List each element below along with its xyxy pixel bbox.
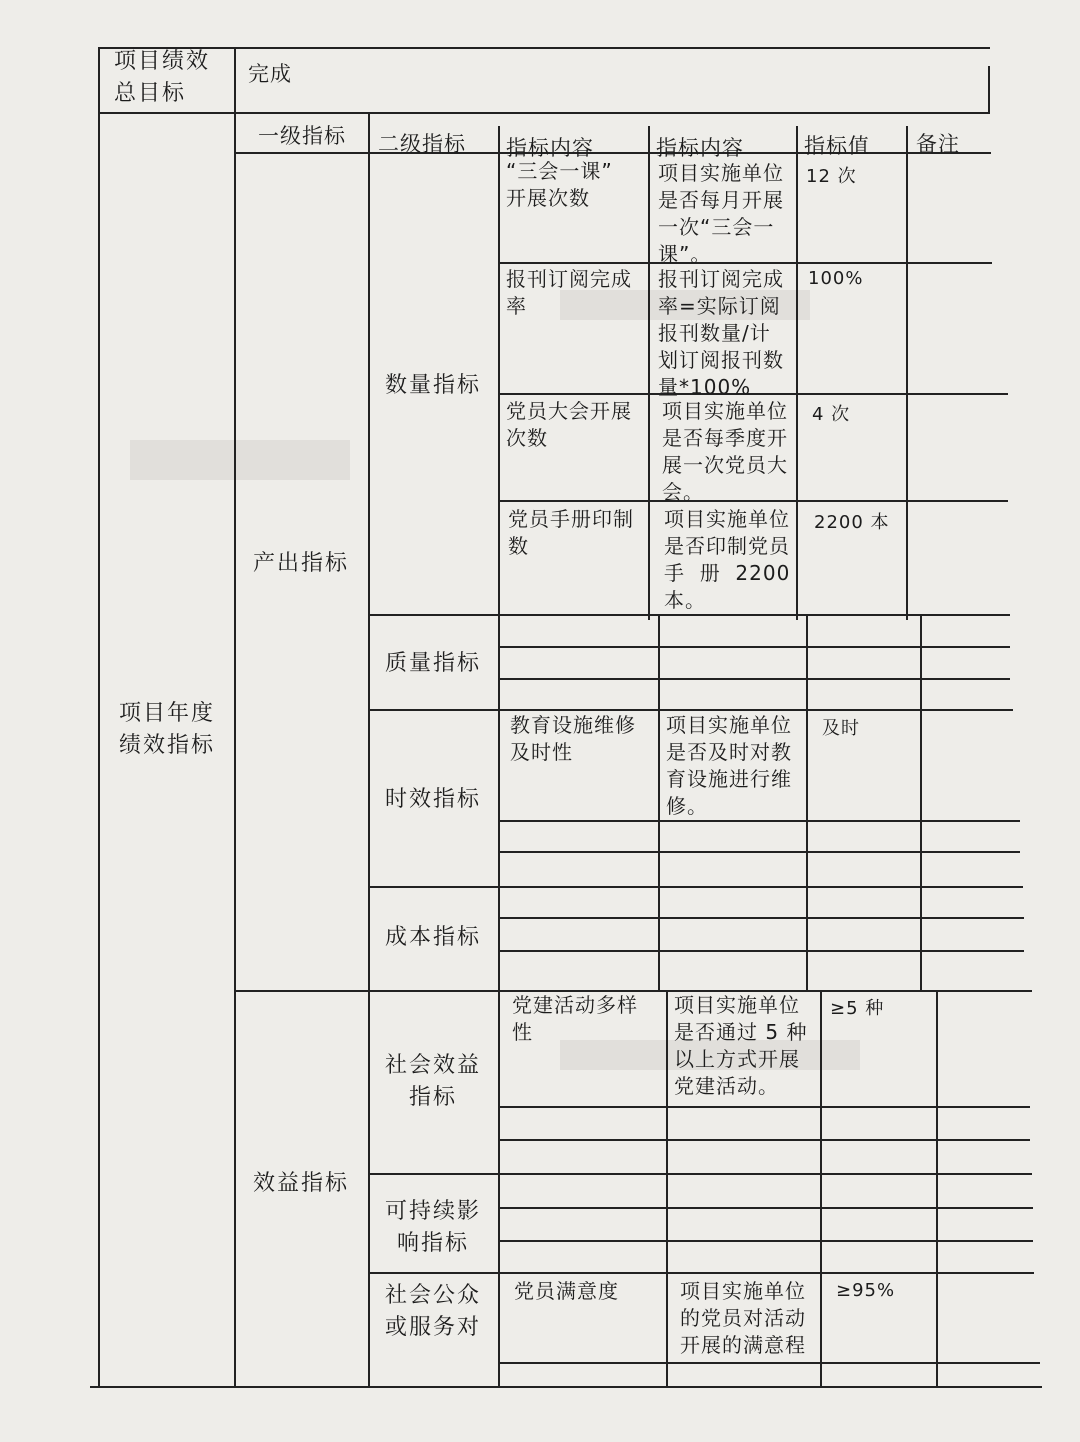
row-value: ≥95% xyxy=(836,1280,896,1301)
row-detail: 项目实施单位 是否每月开展 一次“三会一 课”。 xyxy=(658,161,784,266)
level2-timeliness: 时效指标 xyxy=(384,787,481,812)
section-separator xyxy=(368,1272,1034,1274)
row-detail: 项目实施单位 的党员对活动 开展的满意程 xyxy=(680,1279,806,1357)
row-content: 党员满意度 xyxy=(514,1279,619,1303)
header-content: 指标内容 xyxy=(506,136,594,160)
row-separator xyxy=(500,1139,1030,1141)
header-detail: 指标内容 xyxy=(656,136,744,160)
row-separator xyxy=(498,851,1020,853)
level1-output: 产出指标 xyxy=(252,551,349,576)
row-separator xyxy=(498,678,1010,680)
table-border-right xyxy=(988,66,990,114)
row-detail: 项目实施单位 是否及时对教 育设施进行维 修。 xyxy=(666,713,792,818)
header-note: 备注 xyxy=(916,132,960,156)
header-value: 指标值 xyxy=(804,134,870,158)
row-separator xyxy=(500,1240,1033,1242)
level2-satisfaction: 社会公众 或服务对 xyxy=(384,1283,481,1340)
row-separator xyxy=(500,1207,1033,1209)
row-separator xyxy=(498,950,1024,952)
row-separator xyxy=(498,917,1024,919)
row-content: “三会一课” 开展次数 xyxy=(506,159,613,210)
row-detail: 项目实施单位 是否每季度开 展一次党员大 会。 xyxy=(662,399,788,504)
row-value: 12 次 xyxy=(806,166,857,187)
col-divider-note xyxy=(906,126,908,620)
section-separator xyxy=(368,614,1010,616)
row-value: 2200 本 xyxy=(814,512,890,533)
row-value: ≥5 种 xyxy=(830,998,885,1019)
col-divider-note xyxy=(920,614,922,990)
header-level1: 一级指标 xyxy=(258,124,346,148)
row-content: 党员手册印制 数 xyxy=(508,507,634,558)
goal-label: 项目绩效 总目标 xyxy=(114,49,211,106)
section-separator xyxy=(368,1173,1032,1175)
row-separator xyxy=(498,646,1010,648)
header-level2: 二级指标 xyxy=(378,132,466,156)
row-detail: 项目实施单位 是否通过 5 种 以上方式开展 党建活动。 xyxy=(674,993,808,1098)
row-bottom xyxy=(500,1362,1040,1364)
col-divider-value xyxy=(806,614,808,990)
row-value: 及时 xyxy=(822,718,860,739)
col-divider-content xyxy=(498,126,500,1388)
table-border-bottom xyxy=(90,1386,1042,1388)
col-divider-detail xyxy=(658,614,660,990)
col-divider-note xyxy=(936,990,938,1386)
section-separator xyxy=(368,886,1023,888)
goal-value: 完成 xyxy=(248,62,292,86)
row-value: 4 次 xyxy=(812,404,851,425)
row-content: 党建活动多样 性 xyxy=(512,993,638,1044)
level2-quality: 质量指标 xyxy=(384,651,481,676)
level2-sustainable: 可持续影 响指标 xyxy=(384,1199,481,1256)
bleed-through-mark xyxy=(130,440,350,480)
row-content: 党员大会开展 次数 xyxy=(506,399,632,450)
header-row-bottom xyxy=(236,152,991,154)
row-value: 100% xyxy=(808,268,864,289)
table-border-left xyxy=(98,47,100,1388)
level2-social: 社会效益 指标 xyxy=(384,1053,481,1110)
level2-quantity: 数量指标 xyxy=(384,373,481,398)
row-separator xyxy=(498,820,1020,822)
row-content: 报刊订阅完成 率 xyxy=(506,267,632,318)
col-divider-detail xyxy=(648,126,650,620)
section-separator xyxy=(368,709,1013,711)
level2-cost: 成本指标 xyxy=(384,925,481,950)
row-detail: 报刊订阅完成 率=实际订阅 报刊数量/计 划订阅报刊数 量*100% xyxy=(658,267,784,399)
row-content: 教育设施维修 及时性 xyxy=(510,713,636,764)
row-detail: 项目实施单位 是否印制党员 手 册 2200 本。 xyxy=(664,507,791,612)
indicator-label: 项目年度 绩效指标 xyxy=(118,701,215,758)
col-divider-detail xyxy=(666,990,668,1386)
row-separator xyxy=(500,1106,1030,1108)
level1-benefit: 效益指标 xyxy=(252,1171,349,1196)
